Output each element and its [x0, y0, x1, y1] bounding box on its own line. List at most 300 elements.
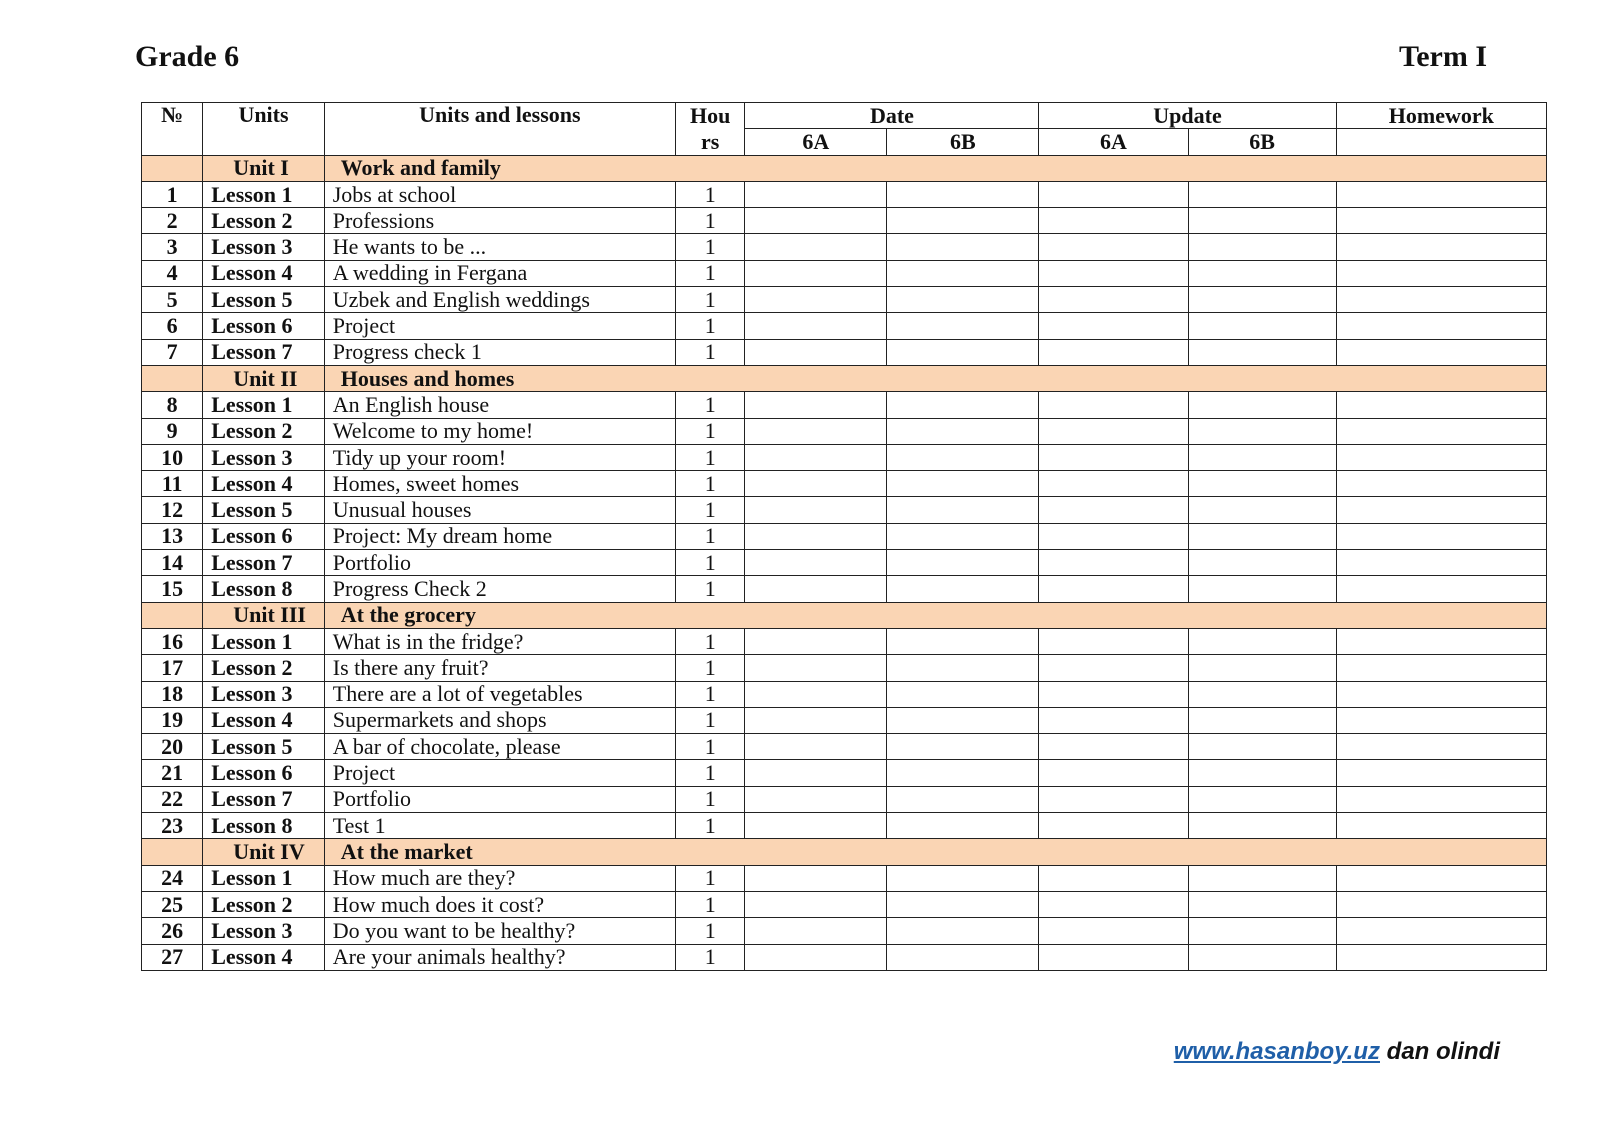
- lesson-label: Lesson 1: [203, 865, 325, 891]
- date-6b-cell[interactable]: [887, 760, 1039, 786]
- lesson-label: Lesson 3: [203, 918, 325, 944]
- col-header-hours-bottom: rs: [675, 129, 744, 155]
- table-row: [142, 313, 1547, 339]
- lesson-label: Lesson 4: [203, 707, 325, 733]
- lesson-topic: Welcome to my home!: [324, 418, 675, 444]
- lesson-topic: Is there any fruit?: [324, 655, 675, 681]
- date-6a-cell[interactable]: [745, 392, 887, 418]
- update-6a-cell[interactable]: [1039, 944, 1188, 970]
- lesson-topic: Unusual houses: [324, 497, 675, 523]
- table-row: [142, 944, 1547, 970]
- lesson-label: Lesson 1: [203, 628, 325, 654]
- update-6b-cell[interactable]: [1188, 260, 1336, 286]
- homework-cell[interactable]: [1336, 655, 1546, 681]
- date-6b-cell[interactable]: [887, 471, 1039, 497]
- col-header-update-6b: 6B: [1188, 129, 1336, 155]
- table-row: [142, 523, 1547, 549]
- homework-cell[interactable]: [1336, 234, 1546, 260]
- source-link[interactable]: www.hasanboy.uz: [1173, 1038, 1380, 1065]
- lesson-label: Lesson 4: [203, 260, 325, 286]
- lesson-label: Lesson 1: [203, 181, 325, 207]
- lesson-number: 23: [142, 813, 203, 839]
- lesson-hours: 1: [675, 392, 744, 418]
- date-6b-cell[interactable]: [887, 339, 1039, 365]
- lesson-hours: 1: [675, 497, 744, 523]
- date-6a-cell[interactable]: [745, 313, 887, 339]
- lesson-number: 7: [142, 339, 203, 365]
- update-6a-cell[interactable]: [1039, 260, 1188, 286]
- date-6b-cell[interactable]: [887, 628, 1039, 654]
- date-6a-cell[interactable]: [745, 576, 887, 602]
- lesson-hours: 1: [675, 891, 744, 917]
- update-6a-cell[interactable]: [1039, 655, 1188, 681]
- update-6a-cell[interactable]: [1039, 628, 1188, 654]
- update-6b-cell[interactable]: [1188, 865, 1336, 891]
- unit-row-number: [142, 155, 203, 181]
- date-6a-cell[interactable]: [745, 944, 887, 970]
- date-6a-cell[interactable]: [745, 234, 887, 260]
- lesson-number: 14: [142, 550, 203, 576]
- homework-cell[interactable]: [1336, 523, 1546, 549]
- update-6b-cell[interactable]: [1188, 234, 1336, 260]
- lesson-hours: 1: [675, 734, 744, 760]
- update-6b-cell[interactable]: [1188, 471, 1336, 497]
- homework-cell[interactable]: [1336, 313, 1546, 339]
- homework-cell[interactable]: [1336, 260, 1546, 286]
- update-6b-cell[interactable]: [1188, 813, 1336, 839]
- date-6a-cell[interactable]: [745, 208, 887, 234]
- table-row: [142, 444, 1547, 470]
- update-6a-cell[interactable]: [1039, 523, 1188, 549]
- unit-row: [142, 602, 1547, 628]
- lesson-number: 11: [142, 471, 203, 497]
- lesson-number: 18: [142, 681, 203, 707]
- lesson-hours: 1: [675, 655, 744, 681]
- homework-cell[interactable]: [1336, 444, 1546, 470]
- lesson-number: 27: [142, 944, 203, 970]
- lesson-number: 19: [142, 707, 203, 733]
- term-title: Term I: [1398, 40, 1487, 73]
- update-6a-cell[interactable]: [1039, 339, 1188, 365]
- col-header-date-6b: 6B: [887, 129, 1039, 155]
- unit-name: Unit I: [203, 155, 325, 181]
- date-6a-cell[interactable]: [745, 418, 887, 444]
- update-6b-cell[interactable]: [1188, 786, 1336, 812]
- date-6a-cell[interactable]: [745, 760, 887, 786]
- lesson-topic: He wants to be ...: [324, 234, 675, 260]
- date-6b-cell[interactable]: [887, 234, 1039, 260]
- lesson-number: 16: [142, 628, 203, 654]
- lesson-number: 3: [142, 234, 203, 260]
- update-6a-cell[interactable]: [1039, 576, 1188, 602]
- lesson-topic: Project: [324, 313, 675, 339]
- lesson-number: 24: [142, 865, 203, 891]
- lesson-label: Lesson 4: [203, 944, 325, 970]
- update-6a-cell[interactable]: [1039, 444, 1188, 470]
- date-6a-cell[interactable]: [745, 339, 887, 365]
- lesson-label: Lesson 2: [203, 655, 325, 681]
- update-6b-cell[interactable]: [1188, 628, 1336, 654]
- date-6b-cell[interactable]: [887, 287, 1039, 313]
- date-6b-cell[interactable]: [887, 944, 1039, 970]
- update-6a-cell[interactable]: [1039, 550, 1188, 576]
- unit-name: Unit IV: [203, 839, 325, 865]
- lesson-topic: Homes, sweet homes: [324, 471, 675, 497]
- update-6b-cell[interactable]: [1188, 339, 1336, 365]
- date-6b-cell[interactable]: [887, 655, 1039, 681]
- lesson-hours: 1: [675, 523, 744, 549]
- update-6b-cell[interactable]: [1188, 287, 1336, 313]
- lesson-label: Lesson 3: [203, 681, 325, 707]
- lesson-number: 2: [142, 208, 203, 234]
- lesson-topic: Test 1: [324, 813, 675, 839]
- table-row: [142, 471, 1547, 497]
- table-row: [142, 550, 1547, 576]
- lesson-hours: 1: [675, 944, 744, 970]
- date-6b-cell[interactable]: [887, 550, 1039, 576]
- lesson-label: Lesson 2: [203, 891, 325, 917]
- update-6b-cell[interactable]: [1188, 760, 1336, 786]
- table-row: [142, 786, 1547, 812]
- lesson-label: Lesson 4: [203, 471, 325, 497]
- unit-name: Unit II: [203, 365, 325, 391]
- lesson-number: 12: [142, 497, 203, 523]
- date-6a-cell[interactable]: [745, 550, 887, 576]
- lesson-hours: 1: [675, 576, 744, 602]
- date-6a-cell[interactable]: [745, 707, 887, 733]
- lesson-hours: 1: [675, 813, 744, 839]
- source-footer: [1174, 1038, 1500, 1066]
- update-6b-cell[interactable]: [1188, 418, 1336, 444]
- update-6a-cell[interactable]: [1039, 760, 1188, 786]
- lesson-number: 15: [142, 576, 203, 602]
- lesson-plan-body: [142, 155, 1547, 970]
- update-6b-cell[interactable]: [1188, 707, 1336, 733]
- date-6a-cell[interactable]: [745, 471, 887, 497]
- date-6b-cell[interactable]: [887, 734, 1039, 760]
- lesson-topic: There are a lot of vegetables: [324, 681, 675, 707]
- homework-cell[interactable]: [1336, 734, 1546, 760]
- date-6b-cell[interactable]: [887, 260, 1039, 286]
- lesson-hours: 1: [675, 918, 744, 944]
- table-row: [142, 234, 1547, 260]
- homework-cell[interactable]: [1336, 786, 1546, 812]
- table-row: [142, 260, 1547, 286]
- lesson-label: Lesson 2: [203, 418, 325, 444]
- homework-cell[interactable]: [1336, 392, 1546, 418]
- source-suffix: dan olindi: [1380, 1038, 1500, 1065]
- unit-title: Work and family: [324, 155, 1546, 181]
- date-6a-cell[interactable]: [745, 287, 887, 313]
- lesson-hours: 1: [675, 181, 744, 207]
- date-6a-cell[interactable]: [745, 655, 887, 681]
- date-6b-cell[interactable]: [887, 181, 1039, 207]
- lesson-hours: 1: [675, 260, 744, 286]
- update-6b-cell[interactable]: [1188, 734, 1336, 760]
- update-6b-cell[interactable]: [1188, 576, 1336, 602]
- homework-cell[interactable]: [1336, 681, 1546, 707]
- lesson-topic: Portfolio: [324, 786, 675, 812]
- update-6a-cell[interactable]: [1039, 786, 1188, 812]
- update-6b-cell[interactable]: [1188, 891, 1336, 917]
- homework-cell[interactable]: [1336, 181, 1546, 207]
- table-row: [142, 208, 1547, 234]
- lesson-number: 25: [142, 891, 203, 917]
- date-6a-cell[interactable]: [745, 865, 887, 891]
- update-6b-cell[interactable]: [1188, 655, 1336, 681]
- lesson-number: 1: [142, 181, 203, 207]
- update-6b-cell[interactable]: [1188, 550, 1336, 576]
- date-6a-cell[interactable]: [745, 444, 887, 470]
- update-6a-cell[interactable]: [1039, 471, 1188, 497]
- lesson-topic: How much does it cost?: [324, 891, 675, 917]
- lesson-label: Lesson 6: [203, 313, 325, 339]
- lesson-label: Lesson 7: [203, 339, 325, 365]
- lesson-hours: 1: [675, 707, 744, 733]
- homework-cell[interactable]: [1336, 339, 1546, 365]
- update-6b-cell[interactable]: [1188, 313, 1336, 339]
- date-6b-cell[interactable]: [887, 707, 1039, 733]
- lesson-topic: A bar of chocolate, please: [324, 734, 675, 760]
- date-6b-cell[interactable]: [887, 418, 1039, 444]
- update-6a-cell[interactable]: [1039, 313, 1188, 339]
- date-6a-cell[interactable]: [745, 523, 887, 549]
- homework-cell[interactable]: [1336, 550, 1546, 576]
- date-6a-cell[interactable]: [745, 891, 887, 917]
- date-6b-cell[interactable]: [887, 497, 1039, 523]
- lesson-topic: Project: My dream home: [324, 523, 675, 549]
- col-header-homework-sub: [1336, 129, 1546, 155]
- update-6a-cell[interactable]: [1039, 287, 1188, 313]
- grade-title: Grade 6: [135, 40, 240, 73]
- table-row: [142, 655, 1547, 681]
- update-6a-cell[interactable]: [1039, 734, 1188, 760]
- lesson-topic: What is in the fridge?: [324, 628, 675, 654]
- lesson-label: Lesson 2: [203, 208, 325, 234]
- lesson-topic: Professions: [324, 208, 675, 234]
- date-6b-cell[interactable]: [887, 918, 1039, 944]
- lesson-plan-table: [141, 102, 1547, 971]
- lesson-number: 9: [142, 418, 203, 444]
- lesson-topic: How much are they?: [324, 865, 675, 891]
- col-header-update: Update: [1039, 103, 1336, 129]
- lesson-number: 21: [142, 760, 203, 786]
- lesson-topic: Portfolio: [324, 550, 675, 576]
- date-6b-cell[interactable]: [887, 392, 1039, 418]
- update-6a-cell[interactable]: [1039, 234, 1188, 260]
- update-6a-cell[interactable]: [1039, 865, 1188, 891]
- table-row: [142, 707, 1547, 733]
- date-6b-cell[interactable]: [887, 523, 1039, 549]
- col-header-update-6a: 6A: [1039, 129, 1188, 155]
- lesson-hours: 1: [675, 471, 744, 497]
- update-6b-cell[interactable]: [1188, 392, 1336, 418]
- table-row: [142, 418, 1547, 444]
- lesson-topic: Progress Check 2: [324, 576, 675, 602]
- lesson-topic: Jobs at school: [324, 181, 675, 207]
- lesson-topic: An English house: [324, 392, 675, 418]
- date-6a-cell[interactable]: [745, 181, 887, 207]
- date-6a-cell[interactable]: [745, 681, 887, 707]
- lesson-label: Lesson 6: [203, 760, 325, 786]
- update-6a-cell[interactable]: [1039, 392, 1188, 418]
- unit-title: Houses and homes: [324, 365, 1546, 391]
- unit-title: At the market: [324, 839, 1546, 865]
- update-6b-cell[interactable]: [1188, 444, 1336, 470]
- update-6a-cell[interactable]: [1039, 681, 1188, 707]
- table-row: [142, 681, 1547, 707]
- update-6a-cell[interactable]: [1039, 181, 1188, 207]
- homework-cell[interactable]: [1336, 497, 1546, 523]
- date-6b-cell[interactable]: [887, 813, 1039, 839]
- date-6a-cell[interactable]: [745, 628, 887, 654]
- table-row: [142, 576, 1547, 602]
- homework-cell[interactable]: [1336, 576, 1546, 602]
- unit-row: [142, 365, 1547, 391]
- homework-cell[interactable]: [1336, 287, 1546, 313]
- lesson-label: Lesson 7: [203, 786, 325, 812]
- lesson-hours: 1: [675, 444, 744, 470]
- date-6b-cell[interactable]: [887, 786, 1039, 812]
- lesson-label: Lesson 8: [203, 813, 325, 839]
- lesson-label: Lesson 5: [203, 287, 325, 313]
- homework-cell[interactable]: [1336, 865, 1546, 891]
- lesson-label: Lesson 5: [203, 734, 325, 760]
- homework-cell[interactable]: [1336, 891, 1546, 917]
- lesson-hours: 1: [675, 208, 744, 234]
- update-6a-cell[interactable]: [1039, 208, 1188, 234]
- table-row: [142, 181, 1547, 207]
- unit-row-number: [142, 839, 203, 865]
- update-6a-cell[interactable]: [1039, 497, 1188, 523]
- unit-title: At the grocery: [324, 602, 1546, 628]
- lesson-topic: Uzbek and English weddings: [324, 287, 675, 313]
- lesson-hours: 1: [675, 786, 744, 812]
- lesson-topic: Do you want to be healthy?: [324, 918, 675, 944]
- lesson-topic: Tidy up your room!: [324, 444, 675, 470]
- update-6b-cell[interactable]: [1188, 944, 1336, 970]
- col-header-date: Date: [745, 103, 1039, 129]
- lesson-number: 26: [142, 918, 203, 944]
- lesson-label: Lesson 1: [203, 392, 325, 418]
- unit-row: [142, 839, 1547, 865]
- lesson-topic: A wedding in Fergana: [324, 260, 675, 286]
- homework-cell[interactable]: [1336, 813, 1546, 839]
- date-6b-cell[interactable]: [887, 444, 1039, 470]
- lesson-label: Lesson 7: [203, 550, 325, 576]
- date-6b-cell[interactable]: [887, 891, 1039, 917]
- table-row: [142, 392, 1547, 418]
- update-6a-cell[interactable]: [1039, 707, 1188, 733]
- update-6a-cell[interactable]: [1039, 891, 1188, 917]
- col-header-date-6a: 6A: [745, 129, 887, 155]
- date-6b-cell[interactable]: [887, 313, 1039, 339]
- date-6a-cell[interactable]: [745, 497, 887, 523]
- date-6b-cell[interactable]: [887, 208, 1039, 234]
- table-row: [142, 734, 1547, 760]
- update-6b-cell[interactable]: [1188, 681, 1336, 707]
- homework-cell[interactable]: [1336, 918, 1546, 944]
- lesson-label: Lesson 5: [203, 497, 325, 523]
- homework-cell[interactable]: [1336, 760, 1546, 786]
- date-6a-cell[interactable]: [745, 918, 887, 944]
- update-6b-cell[interactable]: [1188, 523, 1336, 549]
- unit-row-number: [142, 602, 203, 628]
- lesson-hours: 1: [675, 339, 744, 365]
- lesson-hours: 1: [675, 681, 744, 707]
- lesson-topic: Progress check 1: [324, 339, 675, 365]
- table-row: [142, 339, 1547, 365]
- table-row: [142, 628, 1547, 654]
- col-header-units: Units: [203, 103, 325, 156]
- update-6b-cell[interactable]: [1188, 181, 1336, 207]
- date-6a-cell[interactable]: [745, 786, 887, 812]
- date-6b-cell[interactable]: [887, 576, 1039, 602]
- update-6b-cell[interactable]: [1188, 918, 1336, 944]
- table-row: [142, 891, 1547, 917]
- col-header-number: №: [142, 103, 203, 156]
- lesson-topic: Are your animals healthy?: [324, 944, 675, 970]
- table-row: [142, 813, 1547, 839]
- homework-cell[interactable]: [1336, 208, 1546, 234]
- lesson-label: Lesson 8: [203, 576, 325, 602]
- update-6a-cell[interactable]: [1039, 418, 1188, 444]
- lesson-hours: 1: [675, 760, 744, 786]
- lesson-number: 8: [142, 392, 203, 418]
- lesson-hours: 1: [675, 865, 744, 891]
- table-row: [142, 760, 1547, 786]
- date-6a-cell[interactable]: [745, 813, 887, 839]
- homework-cell[interactable]: [1336, 628, 1546, 654]
- table-row: [142, 497, 1547, 523]
- update-6b-cell[interactable]: [1188, 497, 1336, 523]
- lesson-label: Lesson 3: [203, 444, 325, 470]
- date-6b-cell[interactable]: [887, 681, 1039, 707]
- date-6a-cell[interactable]: [745, 260, 887, 286]
- lesson-label: Lesson 3: [203, 234, 325, 260]
- lesson-hours: 1: [675, 628, 744, 654]
- lesson-label: Lesson 6: [203, 523, 325, 549]
- homework-cell[interactable]: [1336, 471, 1546, 497]
- col-header-hours-top: Hou: [675, 103, 744, 129]
- lesson-hours: 1: [675, 287, 744, 313]
- homework-cell[interactable]: [1336, 944, 1546, 970]
- homework-cell[interactable]: [1336, 707, 1546, 733]
- update-6b-cell[interactable]: [1188, 208, 1336, 234]
- update-6a-cell[interactable]: [1039, 918, 1188, 944]
- col-header-homework: Homework: [1336, 103, 1546, 129]
- lesson-number: 6: [142, 313, 203, 339]
- lesson-number: 5: [142, 287, 203, 313]
- unit-row-number: [142, 365, 203, 391]
- homework-cell[interactable]: [1336, 418, 1546, 444]
- unit-name: Unit III: [203, 602, 325, 628]
- lesson-topic: Supermarkets and shops: [324, 707, 675, 733]
- lesson-hours: 1: [675, 550, 744, 576]
- lesson-hours: 1: [675, 313, 744, 339]
- col-header-lessons: Units and lessons: [324, 103, 675, 156]
- lesson-number: 10: [142, 444, 203, 470]
- date-6b-cell[interactable]: [887, 865, 1039, 891]
- lesson-number: 17: [142, 655, 203, 681]
- update-6a-cell[interactable]: [1039, 813, 1188, 839]
- lesson-number: 4: [142, 260, 203, 286]
- unit-row: [142, 155, 1547, 181]
- table-row: [142, 918, 1547, 944]
- date-6a-cell[interactable]: [745, 734, 887, 760]
- lesson-number: 22: [142, 786, 203, 812]
- lesson-hours: 1: [675, 418, 744, 444]
